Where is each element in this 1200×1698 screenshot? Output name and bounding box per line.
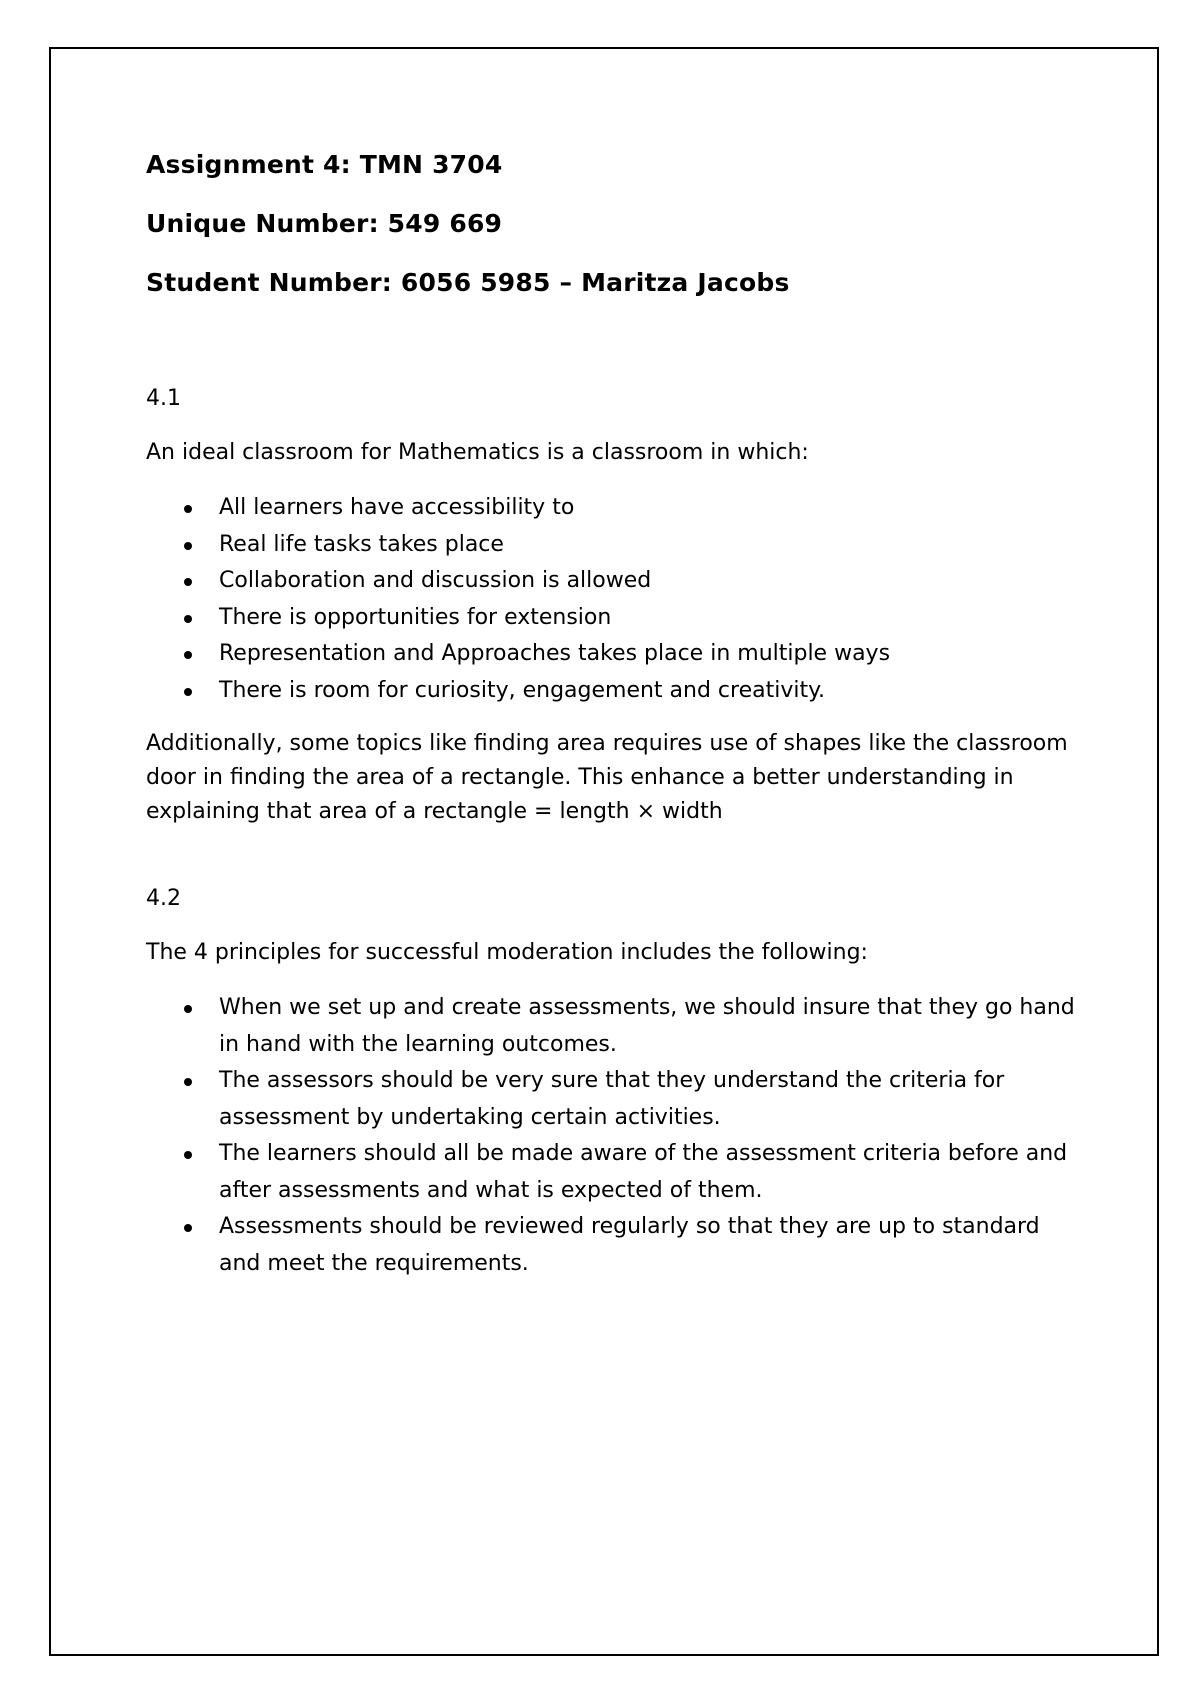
list-item: There is opportunities for extension <box>146 600 1076 637</box>
bullet-icon <box>184 578 192 586</box>
bullet-icon <box>184 1224 192 1232</box>
section-4-1-paragraph: Additionally, some topics like finding area requires use of shapes like the classroom door in finding the area of a rectangle. This enhance a better understanding in explaining that area of a rectangle = length × width <box>146 731 1068 824</box>
assignment-title: Assignment 4: TMN 3704 <box>146 150 503 179</box>
section-4-2-list <box>146 990 1076 1282</box>
list-item: When we set up and create assessments, we should insure that they go hand in hand with the learning outcomes. <box>146 990 1076 1063</box>
bullet-icon <box>184 651 192 659</box>
list-item: Assessments should be reviewed regularly so that they are up to standard and meet the requirements. <box>146 1209 1076 1282</box>
student-number: Student Number: 6056 5985 – Maritza Jacobs <box>146 268 790 297</box>
list-item: Collaboration and discussion is allowed <box>146 563 1076 600</box>
list-item: The assessors should be very sure that they understand the criteria for assessment by undertaking certain activities. <box>146 1063 1076 1136</box>
section-number-4-1: 4.1 <box>146 386 181 411</box>
list-item: All learners have accessibility to <box>146 490 1076 527</box>
bullet-icon <box>184 615 192 623</box>
bullet-icon <box>184 542 192 550</box>
bullet-icon <box>184 505 192 513</box>
list-item: The learners should all be made aware of the assessment criteria before and after assessments and what is expected of them. <box>146 1136 1076 1209</box>
bullet-icon <box>184 688 192 696</box>
section-4-1-intro: An ideal classroom for Mathematics is a classroom in which: <box>146 440 809 465</box>
section-number-4-2: 4.2 <box>146 886 181 911</box>
section-4-1-list <box>146 490 1076 709</box>
list-item: There is room for curiosity, engagement and creativity. <box>146 673 1076 710</box>
bullet-icon <box>184 1151 192 1159</box>
unique-number: Unique Number: 549 669 <box>146 209 503 238</box>
list-item: Real life tasks takes place <box>146 527 1076 564</box>
document-content <box>146 150 1076 1282</box>
list-item: Representation and Approaches takes place in multiple ways <box>146 636 1076 673</box>
section-4-2-intro: The 4 principles for successful moderation includes the following: <box>146 940 868 965</box>
bullet-icon <box>184 1005 192 1013</box>
bullet-icon <box>184 1078 192 1086</box>
